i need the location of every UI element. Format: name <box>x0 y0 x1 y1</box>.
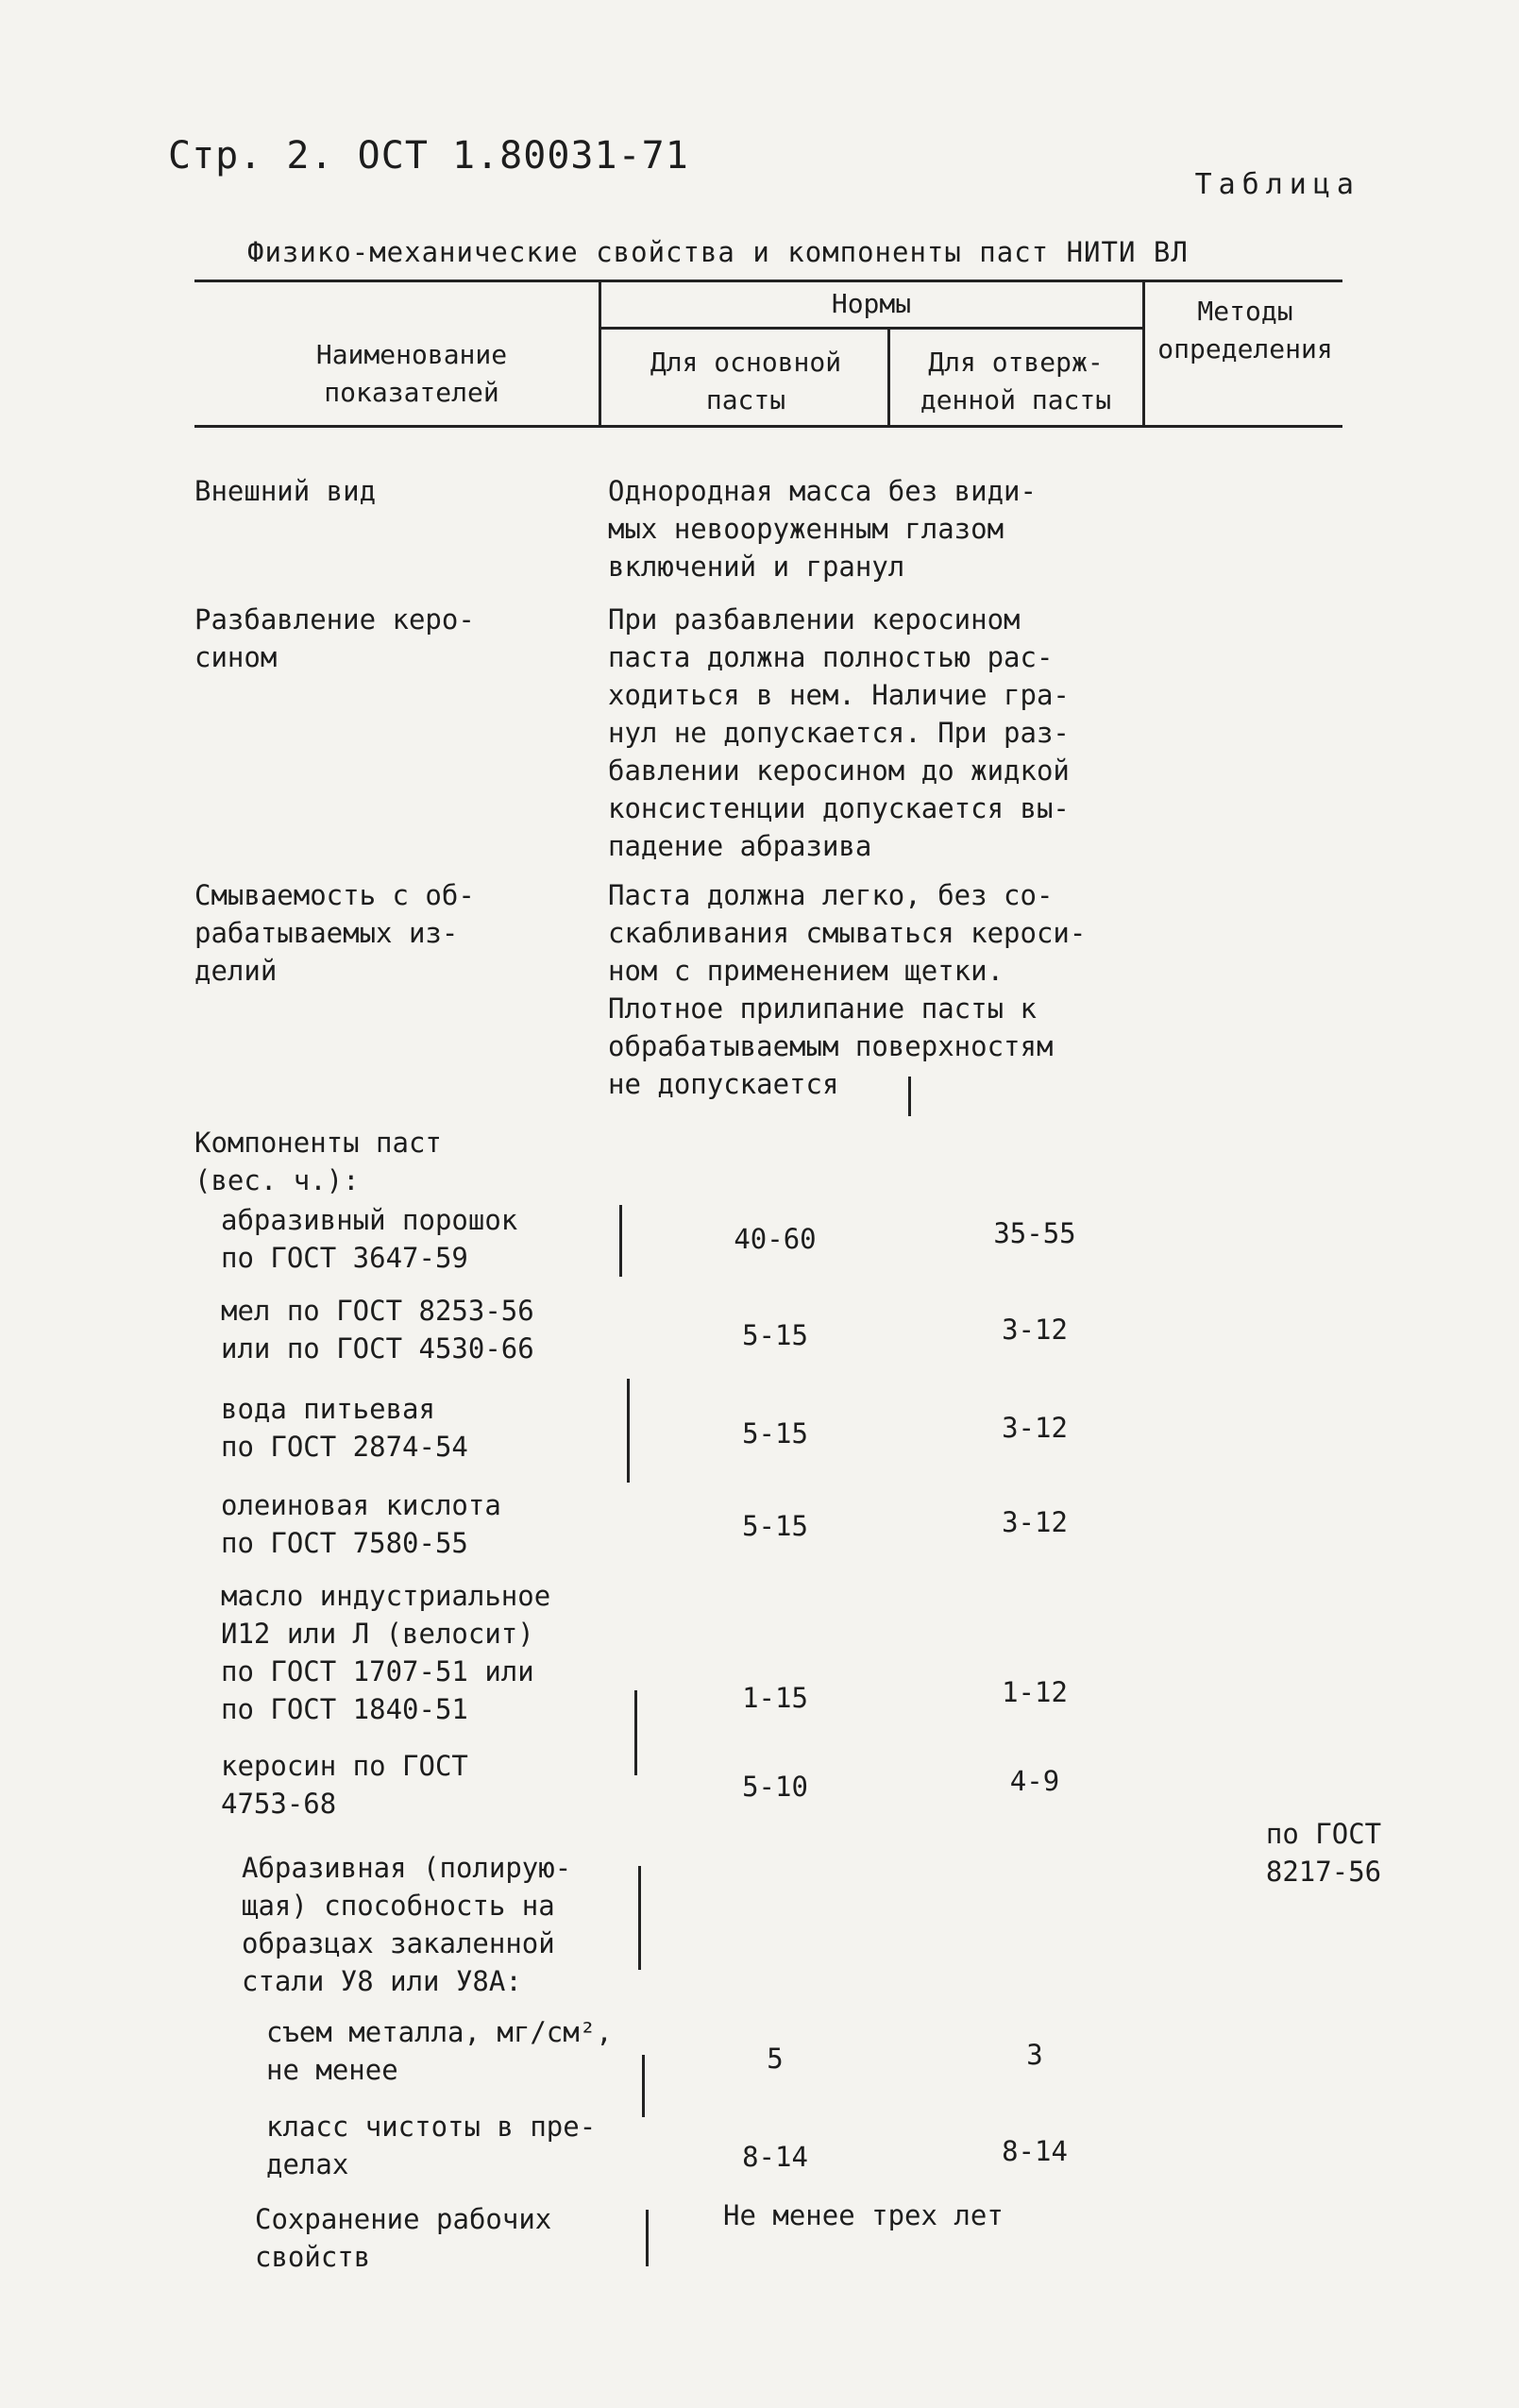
column-header-norms: Нормы <box>831 288 912 319</box>
row-cured-value: 35-55 <box>993 1217 1076 1249</box>
row-base-value: 8-14 <box>742 2141 808 2173</box>
table-row <box>194 1390 1346 1463</box>
table-row <box>194 1201 1346 1274</box>
row-name: Смываемость с об- рабатываемых из- делий <box>194 879 475 987</box>
header-bottom-rule <box>194 425 1342 428</box>
row-name: масло индустриальное И12 или Л (велосит) по ГОСТ 1707-51 или по ГОСТ 1840-51 <box>221 1580 551 1725</box>
table-row <box>194 1577 1346 1725</box>
norms-column-divider <box>887 327 890 427</box>
column-rule-fragment <box>908 1077 911 1116</box>
row-cured-value: 3 <box>1026 2039 1043 2071</box>
column-rule-fragment <box>638 1866 641 1970</box>
row-name: вода питьевая по ГОСТ 2874-54 <box>221 1393 468 1463</box>
column-header-cured-paste: Для отверж- денной пасты <box>920 347 1112 415</box>
row-norm: Однородная масса без види- мых невооруженным глазом включений и гранул <box>608 475 1037 583</box>
table-row <box>194 601 1346 862</box>
table-row <box>194 1818 1382 1997</box>
column-header-name: Наименование показателей <box>315 339 508 408</box>
row-cured-value: 3-12 <box>1002 1314 1068 1346</box>
row-base-value: 5-15 <box>742 1319 808 1351</box>
row-norm: Не менее трех лет <box>723 2199 1004 2231</box>
row-method: по ГОСТ 8217-56 <box>1265 1818 1382 1888</box>
table-row <box>194 2108 1346 2180</box>
column-rule-fragment <box>646 2210 649 2266</box>
norms-subheader-rule <box>600 327 1142 330</box>
row-base-value: 5 <box>767 2043 784 2075</box>
row-cured-value: 1-12 <box>1002 1676 1068 1708</box>
row-name: Абразивная (полирую- щая) способность на образцах закаленной стали У8 или У8А: <box>242 1852 572 1997</box>
row-base-value: 5-10 <box>742 1771 808 1803</box>
table-row <box>194 1124 1346 1196</box>
table-row <box>194 2013 1346 2086</box>
row-cured-value: 3-12 <box>1002 1412 1068 1444</box>
row-cured-value: 3-12 <box>1002 1506 1068 1538</box>
row-norm: При разбавлении керосином паста должна полностью рас- ходиться в нем. Наличие гра- нул не допускается. При раз- бавлении керосином до жидкой консистенции допускается вы- падение абразива <box>608 603 1070 862</box>
row-name: Внешний вид <box>194 475 377 507</box>
table-row <box>194 1486 1346 1559</box>
row-name: съем металла, мг/см², не менее <box>266 2016 613 2086</box>
methods-column-divider <box>1142 280 1145 427</box>
row-name: керосин по ГОСТ 4753-68 <box>221 1750 468 1820</box>
row-base-value: 1-15 <box>742 1682 808 1714</box>
column-rule-fragment <box>642 2055 645 2117</box>
row-name: Компоненты паст (вес. ч.): <box>194 1127 442 1196</box>
table-row <box>194 1747 1346 1820</box>
table-row <box>194 2199 1346 2273</box>
row-base-value: 40-60 <box>734 1223 817 1255</box>
table-row <box>194 1292 1346 1365</box>
table-title: Физико-механические свойства и компоненты паст НИТИ ВЛ <box>247 236 1189 268</box>
row-name: Сохранение рабочих свойств <box>255 2203 552 2273</box>
table-row <box>194 472 1346 583</box>
table-top-rule <box>194 280 1342 282</box>
row-name: мел по ГОСТ 8253-56 или по ГОСТ 4530-66 <box>221 1295 534 1365</box>
row-base-value: 5-15 <box>742 1417 808 1450</box>
row-name: олеиновая кислота по ГОСТ 7580-55 <box>221 1489 501 1559</box>
page-header: Стр. 2. ОСТ 1.80031-71 <box>168 134 689 178</box>
row-name: Разбавление керо- сином <box>194 603 475 673</box>
table-row <box>194 876 1346 1100</box>
row-norm: Паста должна легко, без со- скабливания смываться кероси- ном с применением щетки. Плотное прилипание пасты к обрабатываемым поверхностям не допускается <box>608 879 1087 1100</box>
row-cured-value: 4-9 <box>1009 1765 1060 1797</box>
column-rule-fragment <box>627 1379 630 1483</box>
table-label: Таблица <box>1194 168 1360 201</box>
row-name: класс чистоты в пре- делах <box>266 2111 597 2180</box>
row-name: абразивный порошок по ГОСТ 3647-59 <box>221 1204 518 1274</box>
column-rule-fragment <box>619 1205 622 1277</box>
column-header-methods: Методы определения <box>1157 296 1333 365</box>
row-base-value: 5-15 <box>742 1510 808 1542</box>
column-rule-fragment <box>634 1690 637 1775</box>
row-cured-value: 8-14 <box>1002 2135 1068 2167</box>
column-header-base-paste: Для основной пасты <box>650 347 842 415</box>
